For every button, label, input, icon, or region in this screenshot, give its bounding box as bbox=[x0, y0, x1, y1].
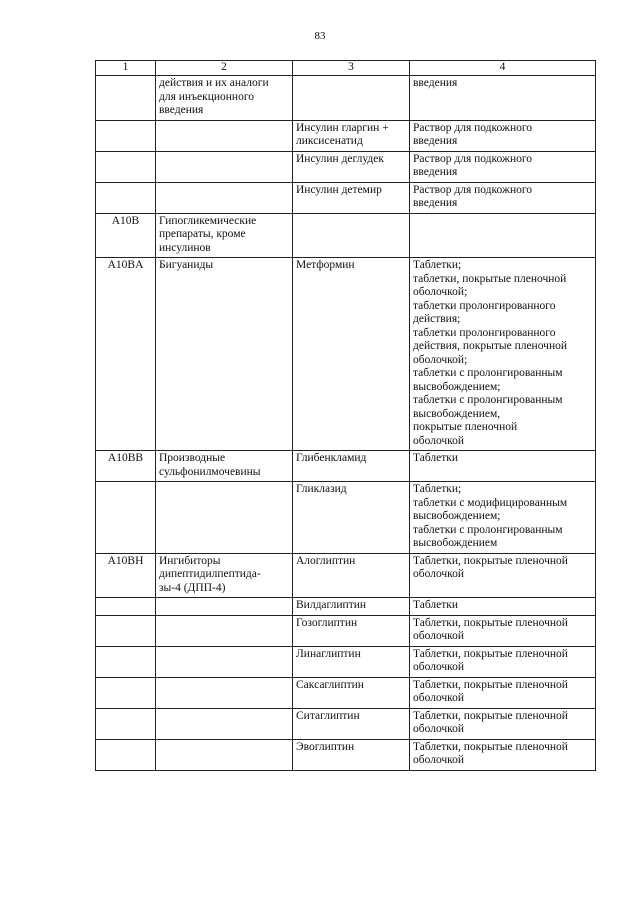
atc-code-cell bbox=[96, 646, 156, 677]
substance-name-cell: Эвоглиптин bbox=[293, 739, 410, 770]
dosage-form-cell: Таблетки; таблетки с модифицированным высвобождением; таблетки с пролонгированным высвобождением bbox=[410, 482, 596, 554]
table-row bbox=[96, 76, 596, 121]
group-name-cell bbox=[156, 615, 293, 646]
table-row bbox=[96, 739, 596, 770]
substance-name-cell: Гозоглиптин bbox=[293, 615, 410, 646]
table-row bbox=[96, 708, 596, 739]
atc-code-cell bbox=[96, 708, 156, 739]
atc-code-cell bbox=[96, 677, 156, 708]
atc-code-cell: A10BB bbox=[96, 451, 156, 482]
dosage-form-cell: Таблетки, покрытые пленочной оболочкой bbox=[410, 708, 596, 739]
page-number: 83 bbox=[314, 30, 326, 42]
substance-name-cell bbox=[293, 213, 410, 258]
dosage-form-cell: Раствор для подкожного введения bbox=[410, 120, 596, 151]
column-number: 3 bbox=[293, 61, 410, 76]
dosage-form-cell: введения bbox=[410, 76, 596, 121]
substance-name-cell: Ситаглиптин bbox=[293, 708, 410, 739]
substance-name-cell: Инсулин гларгин + ликсисенатид bbox=[293, 120, 410, 151]
table-row bbox=[96, 182, 596, 213]
table-row bbox=[96, 598, 596, 616]
dosage-form-cell: Таблетки bbox=[410, 598, 596, 616]
substance-name-cell: Саксаглиптин bbox=[293, 677, 410, 708]
table-row bbox=[96, 553, 596, 598]
table-row bbox=[96, 451, 596, 482]
substance-name-cell: Гликлазид bbox=[293, 482, 410, 554]
table-row bbox=[96, 258, 596, 451]
group-name-cell bbox=[156, 151, 293, 182]
table-row bbox=[96, 482, 596, 554]
substance-name-cell: Инсулин деглудек bbox=[293, 151, 410, 182]
atc-code-cell bbox=[96, 615, 156, 646]
dosage-form-cell: Раствор для подкожного введения bbox=[410, 182, 596, 213]
group-name-cell bbox=[156, 708, 293, 739]
atc-code-cell bbox=[96, 76, 156, 121]
atc-code-cell: A10B bbox=[96, 213, 156, 258]
table-row bbox=[96, 646, 596, 677]
group-name-cell: действия и их аналоги для инъекционного введения bbox=[156, 76, 293, 121]
substance-name-cell: Глибенкламид bbox=[293, 451, 410, 482]
group-name-cell: Ингибиторы дипептидилпептида- зы-4 (ДПП-4) bbox=[156, 553, 293, 598]
group-name-cell bbox=[156, 182, 293, 213]
group-name-cell: Гипогликемические препараты, кроме инсулинов bbox=[156, 213, 293, 258]
dosage-form-cell: Таблетки, покрытые пленочной оболочкой bbox=[410, 615, 596, 646]
atc-code-cell bbox=[96, 182, 156, 213]
group-name-cell bbox=[156, 739, 293, 770]
table-row bbox=[96, 151, 596, 182]
substance-name-cell: Линаглиптин bbox=[293, 646, 410, 677]
group-name-cell: Бигуаниды bbox=[156, 258, 293, 451]
atc-code-cell bbox=[96, 598, 156, 616]
atc-code-cell: A10BA bbox=[96, 258, 156, 451]
dosage-form-cell: Таблетки bbox=[410, 451, 596, 482]
column-number: 4 bbox=[410, 61, 596, 76]
atc-code-cell bbox=[96, 120, 156, 151]
table-row bbox=[96, 213, 596, 258]
substance-name-cell: Метформин bbox=[293, 258, 410, 451]
dosage-form-cell: Таблетки, покрытые пленочной оболочкой bbox=[410, 677, 596, 708]
dosage-form-cell bbox=[410, 213, 596, 258]
substance-name-cell: Вилдаглиптин bbox=[293, 598, 410, 616]
column-number-row bbox=[96, 61, 596, 76]
group-name-cell bbox=[156, 598, 293, 616]
dosage-form-cell: Таблетки, покрытые пленочной оболочкой bbox=[410, 553, 596, 598]
dosage-form-cell: Раствор для подкожного введения bbox=[410, 151, 596, 182]
atc-code-cell bbox=[96, 482, 156, 554]
column-number: 2 bbox=[156, 61, 293, 76]
dosage-form-cell: Таблетки; таблетки, покрытые пленочной оболочкой; таблетки пролонгированного действия; таблетки пролонгированного действия, покрытые пленочной оболочкой; таблетки с пролонгированным высвобождением; таблетки с пролонгированным высвобождением, покрытые пленочной оболочкой bbox=[410, 258, 596, 451]
atc-code-cell: A10BH bbox=[96, 553, 156, 598]
substance-name-cell bbox=[293, 76, 410, 121]
table-row bbox=[96, 120, 596, 151]
group-name-cell: Производные сульфонилмочевины bbox=[156, 451, 293, 482]
substance-name-cell: Инсулин детемир bbox=[293, 182, 410, 213]
dosage-form-cell: Таблетки, покрытые пленочной оболочкой bbox=[410, 646, 596, 677]
drug-table bbox=[95, 60, 596, 771]
atc-code-cell bbox=[96, 151, 156, 182]
column-number: 1 bbox=[96, 61, 156, 76]
dosage-form-cell: Таблетки, покрытые пленочной оболочкой bbox=[410, 739, 596, 770]
group-name-cell bbox=[156, 677, 293, 708]
group-name-cell bbox=[156, 646, 293, 677]
substance-name-cell: Алоглиптин bbox=[293, 553, 410, 598]
atc-code-cell bbox=[96, 739, 156, 770]
group-name-cell bbox=[156, 120, 293, 151]
group-name-cell bbox=[156, 482, 293, 554]
table-row bbox=[96, 615, 596, 646]
table-row bbox=[96, 677, 596, 708]
